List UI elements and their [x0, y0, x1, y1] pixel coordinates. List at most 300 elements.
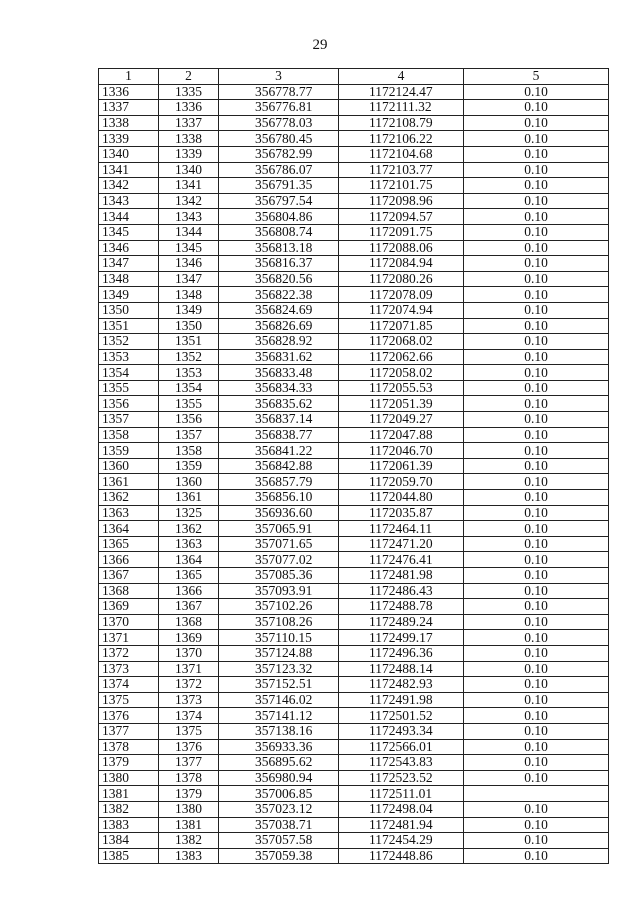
table-cell: 0.10	[464, 848, 609, 864]
table-cell: 1172489.24	[339, 614, 464, 630]
table-cell: 1343	[159, 209, 219, 225]
table-cell: 1348	[159, 287, 219, 303]
table-cell: 1325	[159, 505, 219, 521]
table-cell: 357108.26	[219, 614, 339, 630]
table-cell: 1365	[99, 536, 159, 552]
table-row	[99, 412, 609, 428]
table-cell: 356808.74	[219, 224, 339, 240]
table-cell: 1353	[159, 365, 219, 381]
column-header: 4	[339, 69, 464, 85]
table-row	[99, 833, 609, 849]
table-cell: 0.10	[464, 271, 609, 287]
table-cell: 357077.02	[219, 552, 339, 568]
table-row	[99, 614, 609, 630]
table-row	[99, 349, 609, 365]
table-cell: 1172035.87	[339, 505, 464, 521]
table-cell: 0.10	[464, 209, 609, 225]
table-row	[99, 318, 609, 334]
table-cell: 1374	[99, 677, 159, 693]
table-cell: 1350	[159, 318, 219, 334]
table-cell: 1172104.68	[339, 146, 464, 162]
table-cell: 0.10	[464, 599, 609, 615]
table-cell: 1360	[159, 474, 219, 490]
column-header: 3	[219, 69, 339, 85]
table-cell: 0.10	[464, 146, 609, 162]
table-row	[99, 801, 609, 817]
table-cell: 1172471.20	[339, 536, 464, 552]
table-cell: 1172055.53	[339, 380, 464, 396]
table-cell: 356835.62	[219, 396, 339, 412]
table-cell: 1172111.32	[339, 100, 464, 116]
table-cell: 0.10	[464, 443, 609, 459]
table-cell: 1357	[99, 412, 159, 428]
table-cell: 1385	[99, 848, 159, 864]
table-cell: 1368	[99, 583, 159, 599]
table-cell: 1172061.39	[339, 458, 464, 474]
table-cell: 1172080.26	[339, 271, 464, 287]
table-cell: 1352	[159, 349, 219, 365]
table-cell: 1172511.01	[339, 786, 464, 802]
table-cell: 1361	[99, 474, 159, 490]
table-cell: 1363	[99, 505, 159, 521]
table-cell: 1336	[159, 100, 219, 116]
table-cell: 356828.92	[219, 334, 339, 350]
table-cell: 1374	[159, 708, 219, 724]
table-cell: 1379	[99, 755, 159, 771]
table-cell: 1384	[99, 833, 159, 849]
table-cell: 1359	[99, 443, 159, 459]
table-cell: 0.10	[464, 318, 609, 334]
table-cell: 0.10	[464, 287, 609, 303]
table-cell: 0.10	[464, 583, 609, 599]
table-cell: 1172501.52	[339, 708, 464, 724]
table-cell: 1376	[99, 708, 159, 724]
table-cell: 1366	[159, 583, 219, 599]
table-cell: 1172481.98	[339, 568, 464, 584]
table-cell: 1354	[159, 380, 219, 396]
table-cell: 356813.18	[219, 240, 339, 256]
table-cell: 356816.37	[219, 256, 339, 272]
table-cell: 0.10	[464, 458, 609, 474]
table-cell: 0.10	[464, 193, 609, 209]
table-cell: 1349	[99, 287, 159, 303]
table-cell: 0.10	[464, 833, 609, 849]
table-cell: 356797.54	[219, 193, 339, 209]
table-cell: 0.10	[464, 365, 609, 381]
table-cell: 1172091.75	[339, 224, 464, 240]
table-cell: 356831.62	[219, 349, 339, 365]
table-cell: 1356	[159, 412, 219, 428]
table-cell: 356782.99	[219, 146, 339, 162]
column-header: 5	[464, 69, 609, 85]
table-cell: 1172476.41	[339, 552, 464, 568]
table-cell: 0.10	[464, 334, 609, 350]
table-cell: 357006.85	[219, 786, 339, 802]
table-cell: 1343	[99, 193, 159, 209]
table-header-row	[99, 69, 609, 85]
table-row	[99, 677, 609, 693]
table-cell: 1348	[99, 271, 159, 287]
table-row	[99, 723, 609, 739]
table-cell: 1359	[159, 458, 219, 474]
table-cell: 1355	[159, 396, 219, 412]
table-row	[99, 427, 609, 443]
table-cell: 1172084.94	[339, 256, 464, 272]
table-row	[99, 583, 609, 599]
table-cell: 0.10	[464, 630, 609, 646]
table-cell: 1344	[99, 209, 159, 225]
table-cell: 357057.58	[219, 833, 339, 849]
table-cell: 1337	[159, 115, 219, 131]
table-row	[99, 490, 609, 506]
table-row	[99, 162, 609, 178]
table-row	[99, 786, 609, 802]
table-cell: 0.10	[464, 614, 609, 630]
table-row	[99, 287, 609, 303]
table-row	[99, 115, 609, 131]
table-cell: 0.10	[464, 677, 609, 693]
table-cell: 0.10	[464, 755, 609, 771]
table-cell: 1376	[159, 739, 219, 755]
table-cell: 1172482.93	[339, 677, 464, 693]
table-cell: 1370	[99, 614, 159, 630]
table-cell: 356837.14	[219, 412, 339, 428]
table-cell: 1353	[99, 349, 159, 365]
table-cell: 357065.91	[219, 521, 339, 537]
table-row	[99, 536, 609, 552]
table-cell: 1172491.98	[339, 692, 464, 708]
table-cell: 1371	[159, 661, 219, 677]
table-cell: 0.10	[464, 474, 609, 490]
table-cell: 1365	[159, 568, 219, 584]
table-cell: 1383	[99, 817, 159, 833]
table-cell: 1373	[99, 661, 159, 677]
table-cell: 1367	[99, 568, 159, 584]
table-cell: 1172493.34	[339, 723, 464, 739]
table-cell: 356820.56	[219, 271, 339, 287]
table-cell: 1172071.85	[339, 318, 464, 334]
table-row	[99, 146, 609, 162]
table-cell: 1379	[159, 786, 219, 802]
table-cell: 0.10	[464, 131, 609, 147]
table-cell: 1362	[159, 521, 219, 537]
table-cell: 1355	[99, 380, 159, 396]
table-cell: 1341	[99, 162, 159, 178]
table-cell: 0.10	[464, 162, 609, 178]
table-cell: 357123.32	[219, 661, 339, 677]
table-cell: 0.10	[464, 302, 609, 318]
table-cell: 357093.91	[219, 583, 339, 599]
table-cell: 1172046.70	[339, 443, 464, 459]
table-row	[99, 645, 609, 661]
table-cell: 1172078.09	[339, 287, 464, 303]
table-cell: 1172088.06	[339, 240, 464, 256]
table-cell: 356780.45	[219, 131, 339, 147]
table-cell: 1367	[159, 599, 219, 615]
table-cell: 0.10	[464, 817, 609, 833]
table-cell: 1372	[159, 677, 219, 693]
table-cell: 1378	[159, 770, 219, 786]
table-cell: 1382	[99, 801, 159, 817]
table-cell: 1172498.04	[339, 801, 464, 817]
table-cell: 356842.88	[219, 458, 339, 474]
table-body	[99, 84, 609, 864]
table-cell: 1350	[99, 302, 159, 318]
table-cell: 1347	[159, 271, 219, 287]
table-row	[99, 630, 609, 646]
table-cell: 1363	[159, 536, 219, 552]
page-number: 29	[312, 37, 328, 53]
table-cell: 357038.71	[219, 817, 339, 833]
table-cell: 1375	[159, 723, 219, 739]
table-cell: 1340	[159, 162, 219, 178]
table-row	[99, 271, 609, 287]
table-cell: 1382	[159, 833, 219, 849]
table-cell: 1172124.47	[339, 84, 464, 100]
table-cell: 1172098.96	[339, 193, 464, 209]
table-cell: 1172448.86	[339, 848, 464, 864]
table-cell: 356791.35	[219, 178, 339, 194]
table-cell: 1172044.80	[339, 490, 464, 506]
table-cell: 1345	[159, 240, 219, 256]
table-cell: 1172488.14	[339, 661, 464, 677]
table-cell: 1346	[159, 256, 219, 272]
table-cell: 1172454.29	[339, 833, 464, 849]
table-cell: 356933.36	[219, 739, 339, 755]
table-cell: 1172496.36	[339, 645, 464, 661]
table-cell: 356838.77	[219, 427, 339, 443]
table-cell: 1372	[99, 645, 159, 661]
table-cell: 356776.81	[219, 100, 339, 116]
table-cell: 357110.15	[219, 630, 339, 646]
table-cell: 356857.79	[219, 474, 339, 490]
table-cell: 357141.12	[219, 708, 339, 724]
table-cell: 1378	[99, 739, 159, 755]
table-row	[99, 708, 609, 724]
table-cell: 356980.94	[219, 770, 339, 786]
table-cell: 1172101.75	[339, 178, 464, 194]
table-row	[99, 302, 609, 318]
table-row	[99, 334, 609, 350]
table-row	[99, 739, 609, 755]
table-cell: 0.10	[464, 521, 609, 537]
table-cell: 1172543.83	[339, 755, 464, 771]
table-cell: 0.10	[464, 240, 609, 256]
table-cell: 0.10	[464, 380, 609, 396]
table-cell: 1375	[99, 692, 159, 708]
table-cell: 356826.69	[219, 318, 339, 334]
table-cell: 357146.02	[219, 692, 339, 708]
table-cell: 357071.65	[219, 536, 339, 552]
table-cell: 1347	[99, 256, 159, 272]
table-cell: 356895.62	[219, 755, 339, 771]
table-cell: 1377	[99, 723, 159, 739]
table-cell: 1172481.94	[339, 817, 464, 833]
table-cell: 0.10	[464, 568, 609, 584]
table-cell: 1172094.57	[339, 209, 464, 225]
table-cell: 1172049.27	[339, 412, 464, 428]
table-cell: 356822.38	[219, 287, 339, 303]
table-cell: 0.10	[464, 178, 609, 194]
table-cell: 1360	[99, 458, 159, 474]
table-cell: 0.10	[464, 115, 609, 131]
table-row	[99, 474, 609, 490]
table-cell: 0.10	[464, 723, 609, 739]
table-cell: 1172106.22	[339, 131, 464, 147]
table-cell: 1380	[99, 770, 159, 786]
table-row	[99, 380, 609, 396]
table-cell: 356833.48	[219, 365, 339, 381]
table-cell: 1342	[159, 193, 219, 209]
table-row	[99, 178, 609, 194]
table-row	[99, 505, 609, 521]
table-cell: 1344	[159, 224, 219, 240]
table-row	[99, 661, 609, 677]
table-cell: 1338	[159, 131, 219, 147]
table-cell: 0.10	[464, 412, 609, 428]
table-cell: 1172566.01	[339, 739, 464, 755]
table-cell: 0.10	[464, 396, 609, 412]
table-cell: 0.10	[464, 224, 609, 240]
table-cell: 357152.51	[219, 677, 339, 693]
table-row	[99, 224, 609, 240]
column-header: 1	[99, 69, 159, 85]
table-cell: 0.10	[464, 505, 609, 521]
table-cell: 0.10	[464, 692, 609, 708]
table-cell: 356856.10	[219, 490, 339, 506]
table-cell: 1345	[99, 224, 159, 240]
table-cell: 1337	[99, 100, 159, 116]
table-cell: 0.10	[464, 552, 609, 568]
table-cell: 1342	[99, 178, 159, 194]
table-cell: 1351	[99, 318, 159, 334]
table-cell: 1172523.52	[339, 770, 464, 786]
table-cell: 0.10	[464, 708, 609, 724]
table-cell: 1366	[99, 552, 159, 568]
table-cell: 1364	[159, 552, 219, 568]
table-cell: 1172047.88	[339, 427, 464, 443]
table-cell: 1369	[99, 599, 159, 615]
table-cell: 356834.33	[219, 380, 339, 396]
table-row	[99, 256, 609, 272]
table-cell: 357085.36	[219, 568, 339, 584]
table-cell: 356804.86	[219, 209, 339, 225]
table-cell: 1172486.43	[339, 583, 464, 599]
table-cell: 0.10	[464, 427, 609, 443]
table-cell: 357059.38	[219, 848, 339, 864]
table-cell: 0.10	[464, 100, 609, 116]
table-cell: 1341	[159, 178, 219, 194]
table-cell: 356824.69	[219, 302, 339, 318]
table-row	[99, 692, 609, 708]
table-cell: 356778.03	[219, 115, 339, 131]
table-cell: 0.10	[464, 536, 609, 552]
table-cell: 356936.60	[219, 505, 339, 521]
table-row	[99, 209, 609, 225]
table-row	[99, 552, 609, 568]
table-cell: 357023.12	[219, 801, 339, 817]
table-cell: 1377	[159, 755, 219, 771]
table-cell: 356786.07	[219, 162, 339, 178]
table-cell: 1369	[159, 630, 219, 646]
table-cell: 0.10	[464, 349, 609, 365]
table-cell: 1373	[159, 692, 219, 708]
table-row	[99, 599, 609, 615]
table-row	[99, 568, 609, 584]
table-cell: 1339	[159, 146, 219, 162]
table-cell: 0.10	[464, 490, 609, 506]
column-header: 2	[159, 69, 219, 85]
table-row	[99, 396, 609, 412]
table-cell: 1364	[99, 521, 159, 537]
table-cell: 357102.26	[219, 599, 339, 615]
table-cell: 1340	[99, 146, 159, 162]
table-cell: 1172103.77	[339, 162, 464, 178]
table-cell: 357138.16	[219, 723, 339, 739]
table-row	[99, 458, 609, 474]
table-cell: 1381	[99, 786, 159, 802]
table-cell: 0.10	[464, 739, 609, 755]
table-row	[99, 240, 609, 256]
table-cell: 1172499.17	[339, 630, 464, 646]
table-cell: 1172051.39	[339, 396, 464, 412]
table-cell: 1172059.70	[339, 474, 464, 490]
table-cell: 357124.88	[219, 645, 339, 661]
table-row	[99, 770, 609, 786]
table-row	[99, 365, 609, 381]
table-cell: 1356	[99, 396, 159, 412]
table-cell: 1380	[159, 801, 219, 817]
table-cell: 1362	[99, 490, 159, 506]
table-cell: 0.10	[464, 801, 609, 817]
table-cell: 1338	[99, 115, 159, 131]
table-cell: 1352	[99, 334, 159, 350]
table-cell: 1172058.02	[339, 365, 464, 381]
table-cell: 356778.77	[219, 84, 339, 100]
table-row	[99, 131, 609, 147]
table-cell: 1346	[99, 240, 159, 256]
table-cell: 1358	[99, 427, 159, 443]
table-row	[99, 848, 609, 864]
table-cell: 1172062.66	[339, 349, 464, 365]
table-cell: 1172074.94	[339, 302, 464, 318]
table-cell: 0.10	[464, 661, 609, 677]
table-row	[99, 755, 609, 771]
table-cell: 1371	[99, 630, 159, 646]
table-cell: 1339	[99, 131, 159, 147]
table-row	[99, 100, 609, 116]
table-cell: 1349	[159, 302, 219, 318]
table-cell: 0.10	[464, 770, 609, 786]
table-cell: 1335	[159, 84, 219, 100]
table-cell: 356841.22	[219, 443, 339, 459]
table-cell: 1361	[159, 490, 219, 506]
table-row	[99, 521, 609, 537]
table-cell: 1357	[159, 427, 219, 443]
coordinates-table	[98, 68, 609, 864]
table-cell: 1172464.11	[339, 521, 464, 537]
table-cell: 1381	[159, 817, 219, 833]
table-cell: 1351	[159, 334, 219, 350]
table-cell: 1383	[159, 848, 219, 864]
table-cell	[464, 786, 609, 802]
table-cell: 1370	[159, 645, 219, 661]
table-cell: 1172488.78	[339, 599, 464, 615]
table-cell: 1354	[99, 365, 159, 381]
table-cell: 0.10	[464, 645, 609, 661]
table-cell: 1368	[159, 614, 219, 630]
table-cell: 1172068.02	[339, 334, 464, 350]
